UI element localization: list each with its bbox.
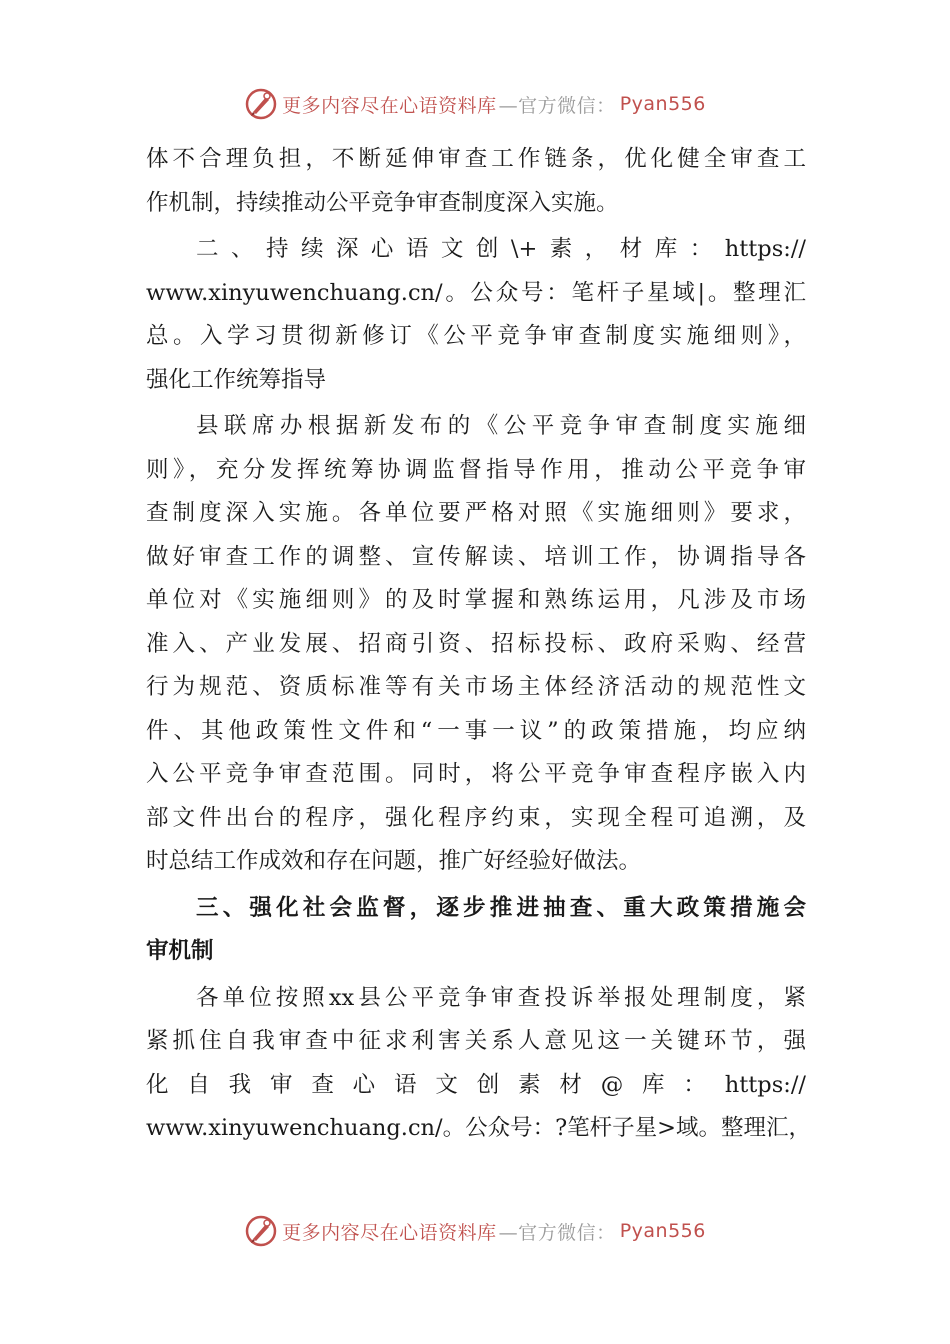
section-heading-3 bbox=[146, 887, 806, 974]
text-line: www.xinyuwenchuang.cn/。公众号：笔杆子星域|。整理汇 bbox=[146, 279, 806, 306]
banner-official-text: —官方微信： bbox=[498, 94, 616, 117]
heading-line: 三、强化社会监督，逐步推进抽查、重大政策措施会 bbox=[196, 894, 806, 921]
paragraph-1 bbox=[146, 228, 806, 402]
text-line: www.xinyuwenchuang.cn/。公众号：?笔杆子星>域。整理汇， bbox=[146, 1115, 812, 1141]
text-line: 强化工作统筹指导 bbox=[146, 366, 327, 393]
text-line: 作机制，持续推动公平竞争审查制度深入实施。 bbox=[146, 189, 619, 216]
text-line: 行为规范、资质标准等有关市场主体经济活动的规范性文 bbox=[146, 674, 806, 700]
banner-wechat-id: Pyan556 bbox=[619, 1220, 706, 1242]
banner-official-text: —官方微信： bbox=[498, 1221, 616, 1244]
banner-library-text: 更多内容尽在心语资料库 bbox=[282, 94, 497, 117]
text-line: 时总结工作成效和存在问题，推广好经验好做法。 bbox=[146, 848, 642, 874]
paragraph-2 bbox=[146, 405, 806, 884]
text-line: 则》，充分发挥统筹协调监督指导作用，推动公平竞争审 bbox=[146, 456, 806, 483]
text-line: 化自我审查心语文创素材@库：https:// bbox=[146, 1071, 806, 1098]
text-line: 总。入学习贯彻新修订《公平竞争审查制度实施细则》， bbox=[146, 323, 806, 349]
text-line: 体不合理负担，不断延伸审查工作链条，优化健全审查工 bbox=[146, 146, 806, 172]
pen-logo-icon bbox=[244, 87, 278, 121]
text-line: 查制度深入实施。各单位要严格对照《实施细则》要求， bbox=[146, 500, 806, 526]
document-body bbox=[146, 138, 812, 1151]
heading-line: 审机制 bbox=[146, 938, 214, 964]
banner-library-text: 更多内容尽在心语资料库 bbox=[282, 1221, 497, 1244]
text-line: 紧抓住自我审查中征求利害关系人意见这一关键环节，强 bbox=[146, 1028, 806, 1054]
banner-wechat-id: Pyan556 bbox=[619, 93, 706, 115]
text-line: 准入、产业发展、招商引资、招标投标、政府采购、经营 bbox=[146, 630, 806, 657]
paragraph-0 bbox=[146, 138, 806, 225]
paragraph-3 bbox=[146, 977, 812, 1151]
pen-logo-icon bbox=[244, 1214, 278, 1248]
text-line: 入公平竞争审查范围。同时，将公平竞争审查程序嵌入内 bbox=[146, 761, 806, 787]
text-line: 二、持续深心语文创\+素，材库：https:// bbox=[196, 236, 806, 262]
text-line: 部文件出台的程序，强化程序约束，实现全程可追溯，及 bbox=[146, 804, 806, 831]
text-line: 县联席办根据新发布的《公平竞争审查制度实施细 bbox=[196, 413, 806, 439]
footer-banner bbox=[0, 1211, 950, 1251]
text-line: 做好审查工作的调整、宣传解读、培训工作，协调指导各 bbox=[146, 543, 806, 570]
header-banner bbox=[0, 84, 950, 124]
text-line: 单位对《实施细则》的及时掌握和熟练运用，凡涉及市场 bbox=[146, 587, 806, 613]
text-line: 件、其他政策性文件和“一事一议”的政策措施，均应纳 bbox=[146, 717, 806, 744]
text-line: 各单位按照xx县公平竞争审查投诉举报处理制度，紧 bbox=[196, 984, 806, 1011]
